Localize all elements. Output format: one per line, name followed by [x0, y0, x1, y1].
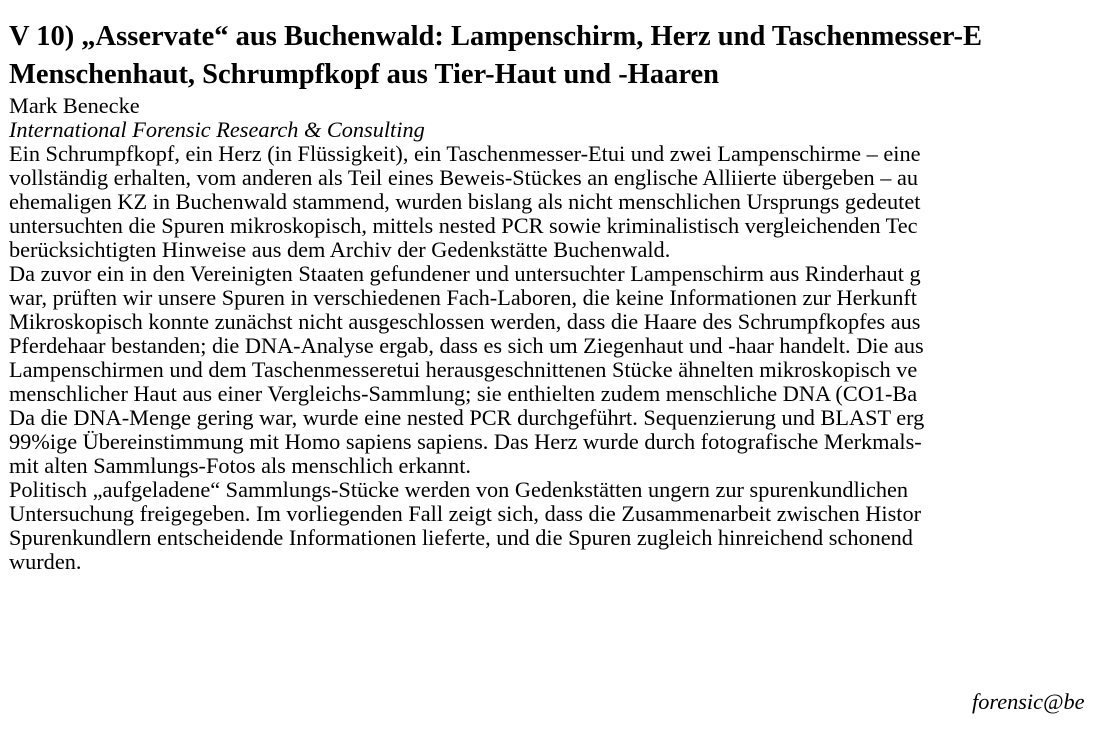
body-line: Untersuchung freigegeben. Im vorliegenden Fall zeigt sich, dass die Zusammenarbeit zwischen Histor: [9, 501, 922, 526]
body-line: Pferdehaar bestanden; die DNA-Analyse ergab, dass es sich um Ziegenhaut und -haar handelt. Die aus: [9, 333, 924, 358]
body-line: ehemaligen KZ in Buchenwald stammend, wurden bislang als nicht menschlichen Ursprungs gedeutet: [9, 189, 921, 214]
body-line: berücksichtigten Hinweise aus dem Archiv der Gedenkstätte Buchenwald.: [9, 237, 671, 262]
body-line: Da zuvor ein in den Vereinigten Staaten gefundener und untersuchter Lampenschirm aus Rinderhaut g: [9, 261, 921, 286]
affiliation: International Forensic Research & Consulting: [9, 117, 425, 142]
body-line: menschlicher Haut aus einer Vergleichs-Sammlung; sie enthielten zudem menschliche DNA (CO1-Ba: [9, 381, 918, 406]
title-line-1: V 10) „Asservate“ aus Buchenwald: Lampenschirm, Herz und Taschenmesser-E: [9, 21, 982, 52]
body-line: war, prüften wir unsere Spuren in verschiedenen Fach-Laboren, die keine Informationen zur Herkunft: [9, 285, 917, 310]
author: Mark Benecke: [9, 93, 140, 118]
body-line: vollständig erhalten, vom anderen als Teil eines Beweis-Stückes an englische Alliierte übergeben – au: [9, 165, 919, 190]
body-line: Spurenkundlern entscheidende Informationen lieferte, und die Spuren zugleich hinreichend schonend: [9, 525, 913, 550]
body-line: 99%ige Übereinstimmung mit Homo sapiens sapiens. Das Herz wurde durch fotografische Merkmals-: [9, 429, 922, 454]
body-line: Lampenschirmen und dem Taschenmesseretui herausgeschnittenen Stücke ähnelten mikroskopisch ve: [9, 357, 918, 382]
contact-email[interactable]: forensic@be: [972, 689, 1085, 714]
abstract: [9, 21, 1102, 574]
body-line: mit alten Sammlungs-Fotos als menschlich erkannt.: [9, 453, 471, 478]
title-line-2: Menschenhaut, Schrumpfkopf aus Tier-Haut und -Haaren: [9, 59, 719, 90]
body-line: Da die DNA-Menge gering war, wurde eine nested PCR durchgeführt. Sequenzierung und BLAST erg: [9, 405, 925, 430]
body-line: Ein Schrumpfkopf, ein Herz (in Flüssigkeit), ein Taschenmesser-Etui und zwei Lampenschirme – eine: [9, 141, 921, 166]
body-line: untersuchten die Spuren mikroskopisch, mittels nested PCR sowie kriminalistisch vergleichenden Tec: [9, 213, 918, 238]
body-line: Politisch „aufgeladene“ Sammlungs-Stücke werden von Gedenkstätten ungern zur spurenkundlichen: [9, 477, 909, 502]
abstract-body: [9, 142, 1102, 574]
body-line: Mikroskopisch konnte zunächst nicht ausgeschlossen werden, dass die Haare des Schrumpfkopfes aus: [9, 309, 921, 334]
body-line: wurden.: [9, 549, 82, 574]
